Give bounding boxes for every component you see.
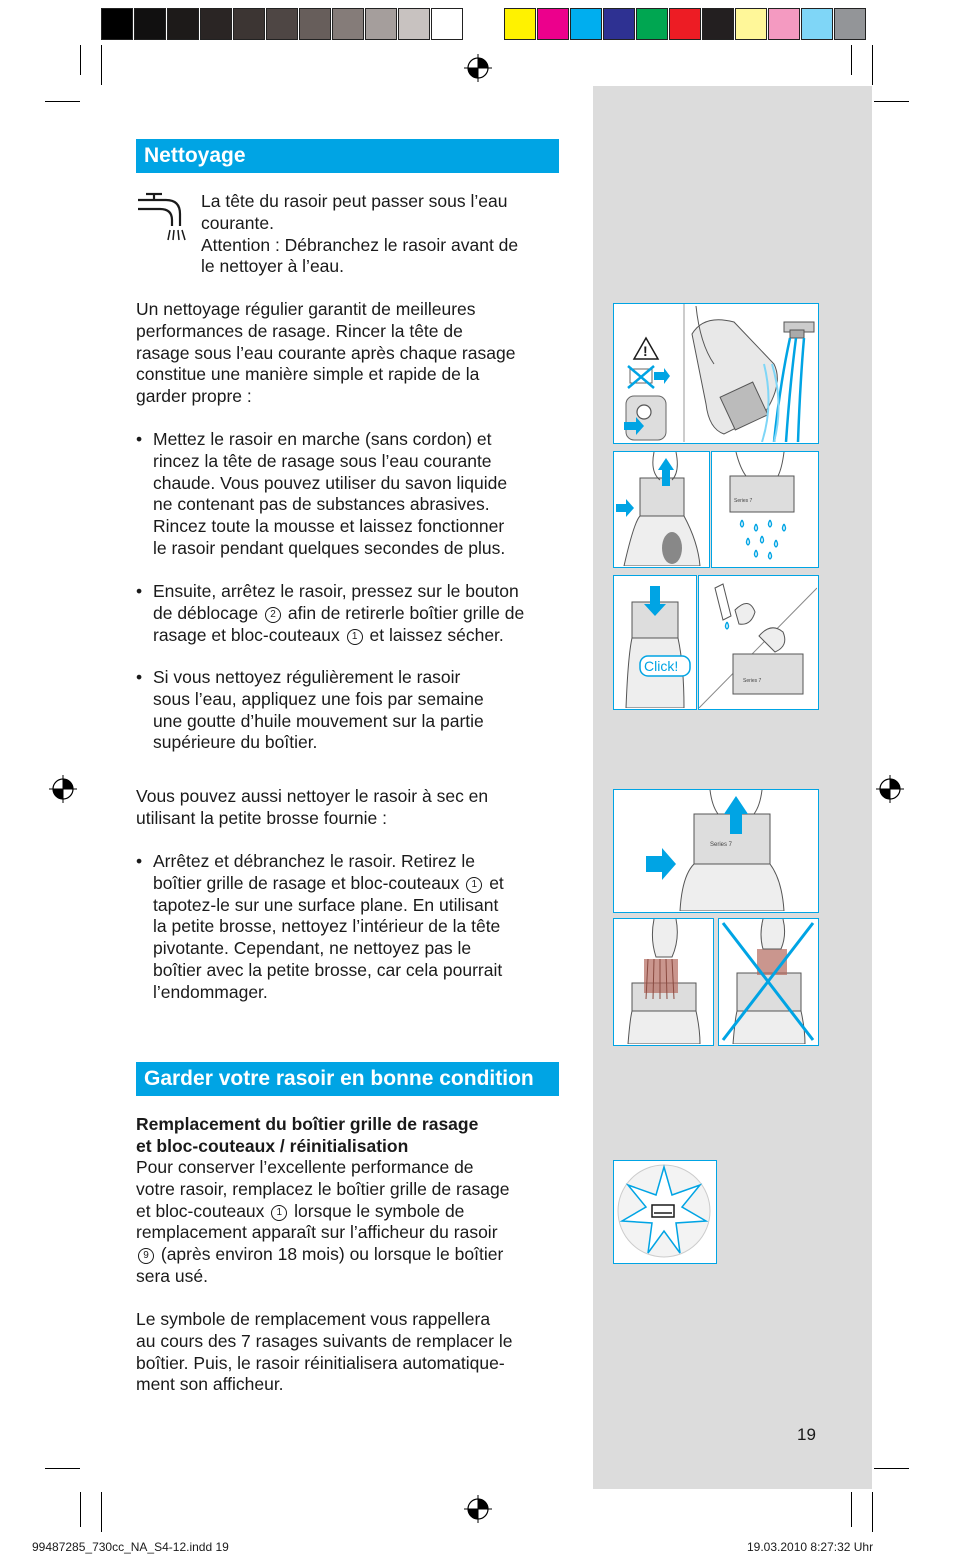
page-number: 19 — [797, 1425, 816, 1444]
text-line: Rincez toute la mousse et laissez fonctionner — [153, 516, 505, 537]
text-line: le nettoyer à l’eau. — [201, 256, 345, 277]
text-line: Mettez le rasoir en marche (sans cordon) et — [153, 429, 492, 449]
text-fragment: boîtier grille de rasage et bloc-couteaux — [153, 872, 460, 893]
color-swatch — [570, 8, 602, 40]
reference-number: 1 — [271, 1205, 287, 1221]
section-title-nettoyage: Nettoyage — [136, 139, 559, 173]
text-line: remplacement apparaît sur l’afficheur du rasoir — [136, 1222, 498, 1243]
bullet-rinse — [153, 429, 507, 560]
paragraph-replacement — [136, 1157, 510, 1288]
reference-number: 1 — [347, 629, 363, 645]
text-line: boîtier. Puis, le rasoir réinitialisera automatique- — [136, 1352, 505, 1373]
text-line: courante. — [201, 212, 274, 233]
color-swatch — [167, 8, 199, 40]
figure-brush-foil-wrong — [718, 918, 819, 1046]
figure-dry-foil — [711, 451, 819, 568]
color-swatch — [332, 8, 364, 40]
text-line: sous l’eau, appliquez une fois par semaine — [153, 688, 484, 709]
text-line: pivotante. Cependant, ne nettoyez pas le — [153, 938, 472, 959]
text-fragment: et bloc-couteaux — [136, 1200, 265, 1221]
text-line: ment son afficheur. — [136, 1374, 284, 1395]
bullet-dot: • — [136, 429, 143, 449]
text-line: le rasoir pendant quelques secondes de plus. — [153, 537, 506, 558]
color-swatch — [603, 8, 635, 40]
subtitle-replacement — [136, 1114, 478, 1158]
text-fragment: de déblocage — [153, 602, 259, 623]
text-line — [136, 1244, 510, 1266]
color-swatch — [537, 8, 569, 40]
color-swatch — [801, 8, 833, 40]
text-line: l’endommager. — [153, 981, 268, 1002]
text-line: boîtier avec la petite brosse, car cela pourrait — [153, 959, 503, 980]
color-swatch — [101, 8, 133, 40]
text-line: au cours des 7 rasages suivants de remplacer le — [136, 1330, 513, 1351]
registration-mark-icon — [464, 1495, 492, 1523]
series-label: Series 7 — [743, 678, 762, 684]
crop-mark — [851, 45, 852, 75]
text-line: Pour conserver l’excellente performance de — [136, 1157, 474, 1177]
text-line: utilisant la petite brosse fournie : — [136, 807, 387, 828]
color-swatch — [233, 8, 265, 40]
paragraph-regular-cleaning — [136, 299, 515, 408]
bullet-dot: • — [136, 667, 143, 687]
paragraph-dry-cleaning — [136, 786, 488, 830]
figure-brush-inside — [613, 918, 714, 1046]
color-swatch — [200, 8, 232, 40]
reference-number: 1 — [466, 877, 482, 893]
color-swatch — [266, 8, 298, 40]
bullet-dot: • — [136, 581, 143, 601]
text-fragment: et — [489, 872, 504, 893]
click-label: Click! — [644, 658, 679, 674]
bullet-oil — [153, 667, 484, 754]
color-swatch — [299, 8, 331, 40]
registration-mark-icon — [49, 775, 77, 803]
crop-mark — [80, 45, 81, 75]
text-line: Le symbole de remplacement vous rappellera — [136, 1309, 491, 1329]
text-fragment: et laissez sécher. — [369, 624, 504, 645]
color-swatch — [398, 8, 430, 40]
text-line: ne contenant pas de substances abrasives. — [153, 494, 490, 515]
text-line: Si vous nettoyez régulièrement le rasoir — [153, 667, 461, 687]
figure-replacement-symbol — [613, 1160, 717, 1264]
color-swatch — [702, 8, 734, 40]
text-line — [153, 873, 504, 895]
series-label: Series 7 — [734, 498, 753, 504]
text-line: rincez la tête de rasage sous l’eau courante — [153, 450, 492, 471]
figure-oil-drop — [698, 575, 819, 710]
footer-timestamp: 19.03.2010 8:27:32 Uhr — [747, 1540, 874, 1554]
faucet-icon — [136, 192, 190, 244]
paragraph-reset — [136, 1309, 512, 1396]
color-swatch — [431, 8, 463, 40]
text-line: votre rasoir, remplacez le boîtier grille de rasage — [136, 1178, 510, 1199]
text-fragment: lorsque le symbole de — [294, 1200, 465, 1221]
bullet-dot: • — [136, 851, 143, 871]
color-swatch — [735, 8, 767, 40]
text-line: constitue une manière simple et rapide de la — [136, 364, 480, 385]
illustration-panel — [593, 86, 872, 1489]
color-swatch — [365, 8, 397, 40]
text-line: Arrêtez et débranchez le rasoir. Retirez le — [153, 851, 475, 871]
color-swatch — [669, 8, 701, 40]
text-line: la petite brosse, nettoyez l’intérieur de la tête — [153, 916, 501, 937]
text-line — [153, 625, 524, 647]
figure-remove-foil-dry — [613, 789, 819, 913]
crop-mark — [45, 1468, 80, 1469]
text-line: La tête du rasoir peut passer sous l’eau — [201, 191, 508, 211]
color-swatch — [834, 8, 866, 40]
text-line: Un nettoyage régulier garantit de meilleures — [136, 299, 476, 319]
color-swatch — [504, 8, 536, 40]
intro-text — [201, 191, 518, 278]
bullet-remove-foil — [153, 581, 524, 646]
text-line: Vous pouvez aussi nettoyer le rasoir à sec en — [136, 786, 489, 806]
color-calibration-bar — [101, 8, 867, 40]
figure-reinsert-click — [613, 575, 697, 710]
text-line: Remplacement du boîtier grille de rasage — [136, 1114, 479, 1134]
text-line: une goutte d’huile mouvement sur la partie — [153, 710, 484, 731]
bullet-brush — [153, 851, 504, 1004]
svg-text:!: ! — [643, 343, 648, 359]
crop-mark — [872, 1492, 873, 1532]
text-line: sera usé. — [136, 1265, 208, 1286]
text-line — [136, 1201, 510, 1223]
crop-mark — [874, 1468, 909, 1469]
text-line: performances de rasage. Rincer la tête de — [136, 320, 463, 341]
text-line: Attention : Débranchez le rasoir avant de — [201, 234, 519, 255]
text-line: rasage sous l’eau courante après chaque rasage — [136, 342, 516, 363]
crop-mark — [872, 45, 873, 85]
section-title-maintenance: Garder votre rasoir en bonne condition — [136, 1062, 559, 1096]
reference-number: 2 — [265, 607, 281, 623]
text-line: supérieure du boîtier. — [153, 732, 318, 753]
series-label: Series 7 — [710, 842, 733, 848]
registration-mark-icon — [464, 54, 492, 82]
text-fragment: (après environ 18 mois) ou lorsque le boîtier — [160, 1244, 504, 1265]
registration-mark-icon — [876, 775, 904, 803]
color-swatch — [768, 8, 800, 40]
text-line: tapotez-le sur une surface plane. En utilisant — [153, 894, 499, 915]
crop-mark — [874, 101, 909, 102]
crop-mark — [45, 101, 80, 102]
footer-file-info: 99487285_730cc_NA_S4-12.indd 19 — [32, 1540, 229, 1554]
text-line: chaude. Vous pouvez utiliser du savon liquide — [153, 472, 508, 493]
color-swatch — [134, 8, 166, 40]
crop-mark — [101, 1492, 102, 1532]
text-line: et bloc-couteaux / réinitialisation — [136, 1135, 409, 1156]
crop-mark — [80, 1492, 81, 1527]
text-line: Ensuite, arrêtez le rasoir, pressez sur le bouton — [153, 581, 519, 601]
color-swatch — [636, 8, 668, 40]
figure-rinse-under-tap — [613, 303, 819, 444]
text-fragment: rasage et bloc-couteaux — [153, 624, 340, 645]
text-line — [153, 603, 524, 625]
text-line: garder propre : — [136, 386, 252, 407]
reference-number: 9 — [138, 1248, 154, 1264]
text-fragment: afin de retirerle boîtier grille de — [287, 602, 525, 623]
crop-mark — [101, 45, 102, 85]
crop-mark — [851, 1492, 852, 1527]
figure-press-release-button — [613, 451, 710, 568]
